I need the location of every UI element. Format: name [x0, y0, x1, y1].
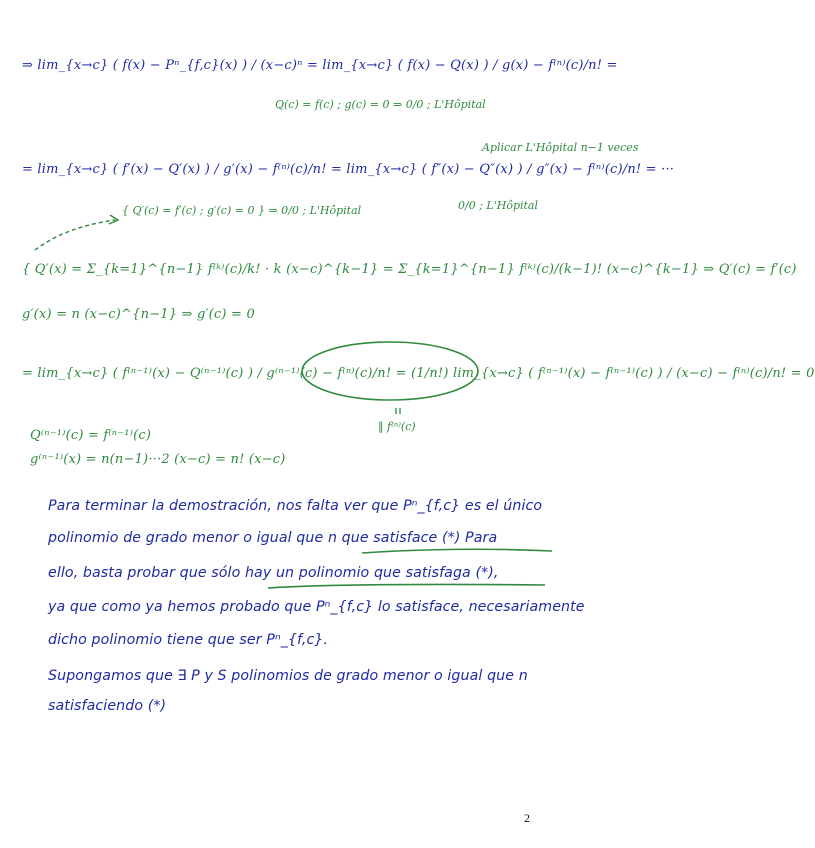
paragraph-line-6: Supongamos que ∃ P y S polinomios de grado menor o igual que n — [48, 668, 528, 684]
paragraph-line-5: dicho polinomio tiene que ser Pⁿ_{f,c}. — [48, 632, 329, 648]
paragraph-line-2: polinomio de grado menor o igual que n que satisface (*) Para — [48, 530, 498, 546]
page-number: 2 — [524, 811, 530, 825]
math-line-6: Q⁽ⁿ⁻¹⁾(c) = f⁽ⁿ⁻¹⁾(c) — [30, 428, 152, 443]
math-note-4: { Q′(c) = f′(c) ; g′(c) = 0 } ⇒ 0/0 ; L'Hôpital — [122, 204, 362, 217]
math-line-7: g⁽ⁿ⁻¹⁾(x) = n(n−1)···2 (x−c) = n! (x−c) — [30, 452, 286, 467]
math-line-4: g′(x) = n (x−c)^{n−1} ⇒ g′(c) = 0 — [22, 307, 255, 322]
math-line-1: ⇒ lim_{x→c} ( f(x) − Pⁿ_{f,c}(x) ) / (x−c)ⁿ = lim_{x→c} ( f(x) − Q(x) ) / g(x) − f⁽ⁿ⁾(c)/n! = — [22, 58, 618, 73]
math-note-2: Aplicar L'Hôpital n−1 veces — [482, 141, 639, 154]
paragraph-line-7: satisfaciendo (*) — [48, 698, 167, 714]
paragraph-line-4: ya que como ya hemos probado que Pⁿ_{f,c} lo satisface, necesariamente — [48, 599, 585, 615]
math-line-3: { Q′(x) = Σ_{k=1}^{n−1} f⁽ᵏ⁾(c)/k! · k (x−c)^{k−1} = Σ_{k=1}^{n−1} f⁽ᵏ⁾(c)/(k−1)! (x−c)^{k−1} ⇒ Q′(c) = f′(c) — [22, 262, 797, 277]
math-line-5: = lim_{x→c} ( f⁽ⁿ⁻¹⁾(x) − Q⁽ⁿ⁻¹⁾(c) ) / g⁽ⁿ⁻¹⁾(c) − f⁽ⁿ⁾(c)/n! = (1/n!) lim_{x→c} ( f⁽ⁿ⁻¹⁾(x) − f⁽ⁿ⁻¹⁾(c) ) / (x−c) − f⁽ⁿ⁾(c)/n! = 0 — [22, 366, 815, 381]
math-line-5-under: ‖ f⁽ⁿ⁾(c) — [378, 420, 416, 433]
math-note-3: 0/0 ; L'Hôpital — [458, 199, 539, 212]
paragraph-line-1: Para terminar la demostración, nos falta ver que Pⁿ_{f,c} es el único — [48, 498, 543, 514]
paragraph-line-3: ello, basta probar que sólo hay un polinomio que satisfaga (*), — [48, 565, 499, 581]
math-line-2: = lim_{x→c} ( f′(x) − Q′(x) ) / g′(x) − f⁽ⁿ⁾(c)/n! = lim_{x→c} ( f″(x) − Q″(x) ) / g″(x) − f⁽ⁿ⁾(c)/n! = ··· — [22, 162, 675, 177]
math-note-1: Q(c) = f(c) ; g(c) = 0 ⇒ 0/0 ; L'Hôpital — [275, 98, 486, 111]
